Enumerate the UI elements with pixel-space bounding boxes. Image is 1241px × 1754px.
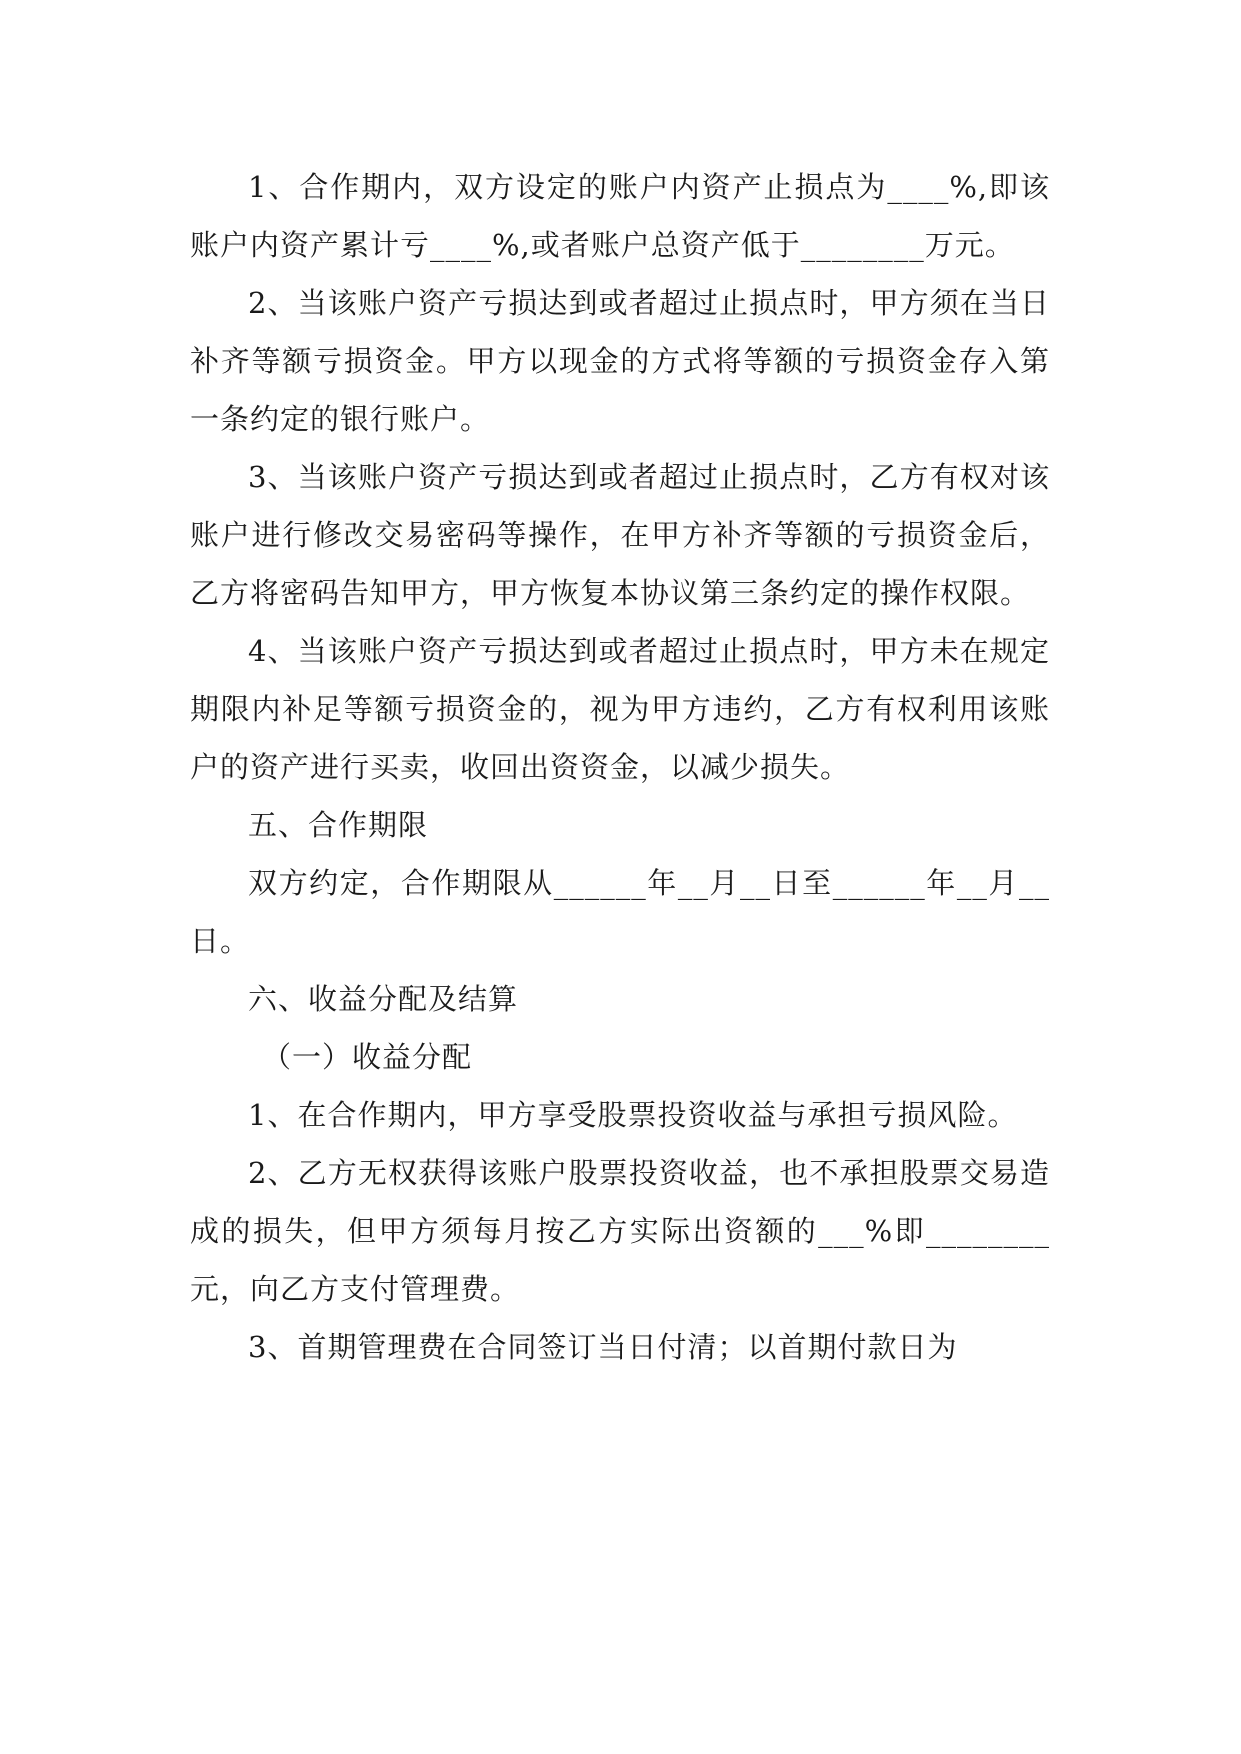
- section-heading-cooperation-period: 五、合作期限: [248, 808, 429, 842]
- clause-first-payment: 3、首期管理费在合同签订当日付清；以首期付款日为: [248, 1330, 958, 1364]
- clause-change-password: 3、当该账户资产亏损达到或者超过止损点时，乙方有权对该账户进行修改交易密码等操作，在甲方补齐等额的亏损资金后，乙方将密码告知甲方，甲方恢复本协议第三条约定的操作权限。: [190, 460, 1050, 610]
- clause-cooperation-period: 双方约定，合作期限从______年__月__日至______年__月__日。: [190, 866, 1050, 958]
- clause-breach: 4、当该账户资产亏损达到或者超过止损点时，甲方未在规定期限内补足等额亏损资金的，视为甲方违约，乙方有权利用该账户的资产进行买卖，收回出资资金，以减少损失。: [190, 634, 1050, 784]
- clause-stop-loss-point: 1、合作期内，双方设定的账户内资产止损点为____%,即该账户内资产累计亏____%,或者账户总资产低于________万元。: [190, 170, 1050, 262]
- section-heading-profit-distribution: 六、收益分配及结算: [248, 982, 519, 1016]
- clause-replenish-loss: 2、当该账户资产亏损达到或者超过止损点时，甲方须在当日补齐等额亏损资金。甲方以现金的方式将等额的亏损资金存入第一条约定的银行账户。: [190, 286, 1050, 436]
- clause-management-fee: 2、乙方无权获得该账户股票投资收益，也不承担股票交易造成的损失，但甲方须每月按乙方实际出资额的___%即________元，向乙方支付管理费。: [190, 1156, 1050, 1306]
- subsection-heading-profit-distribution: （一）收益分配: [262, 1040, 473, 1074]
- document-body: [190, 158, 1050, 1376]
- clause-investment-income: 1、在合作期内，甲方享受股票投资收益与承担亏损风险。: [248, 1098, 1018, 1132]
